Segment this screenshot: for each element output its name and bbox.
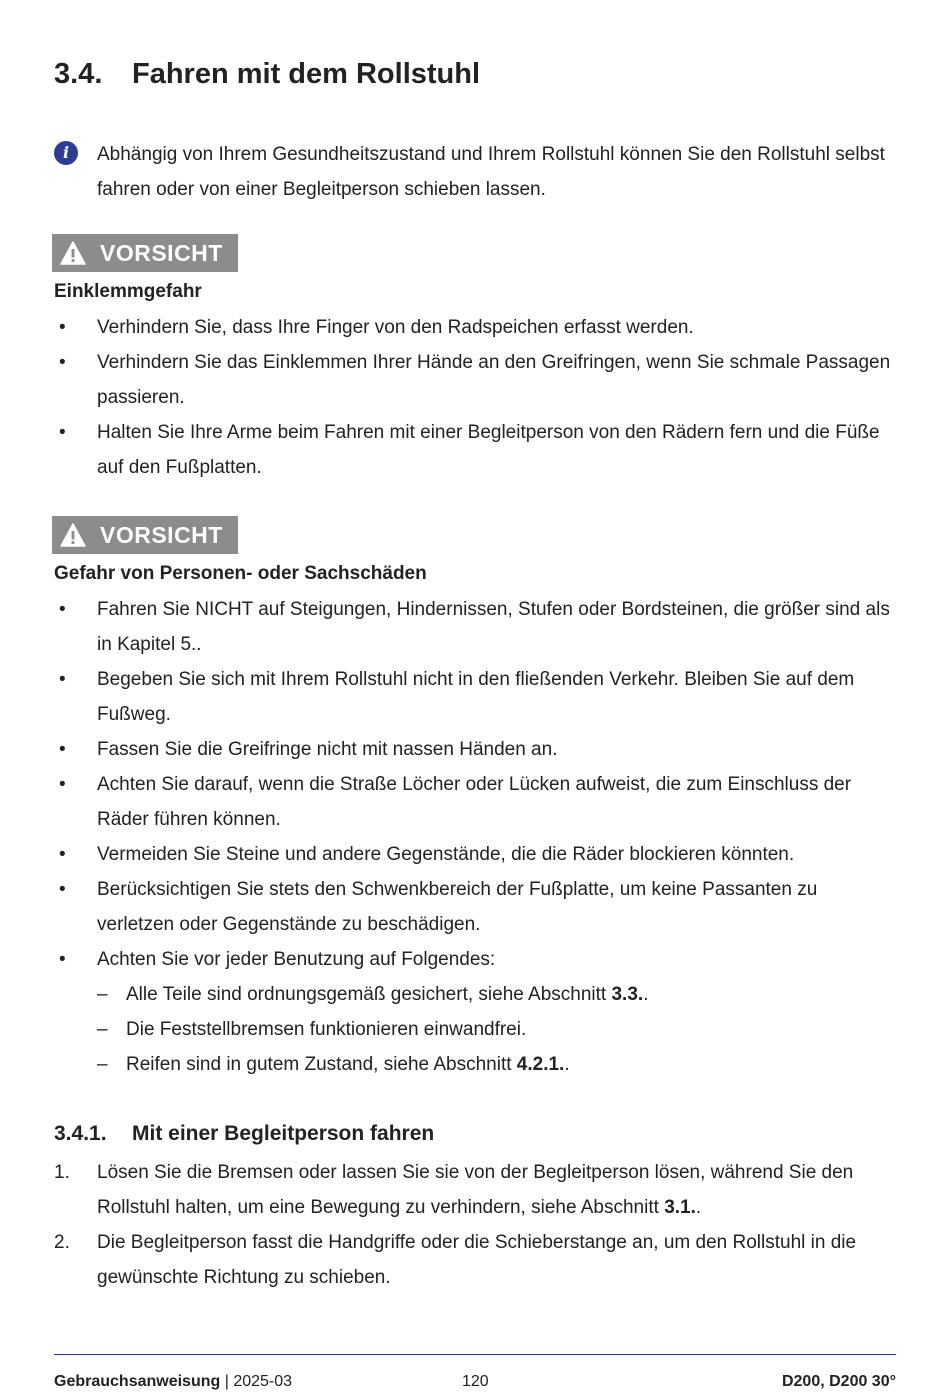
info-text: Abhängig von Ihrem Gesundheitszustand und Ihrem Rollstuhl können Sie den Rollstuhl selbst fahren oder von einer Begleitperson schieben lassen.: [97, 144, 885, 200]
warning-triangle-icon: [60, 241, 86, 265]
sub-list-item: – Alle Teile sind ordnungsgemäß gesichert, siehe Abschnitt 3.3..: [97, 984, 649, 1005]
step-item: 1. Lösen Sie die Bremsen oder lassen Sie sie von der Begleitperson lösen, während Sie den Rollstuhl halten, um eine Bewegung zu verhindern, siehe Abschnitt 3.1..: [54, 1162, 854, 1218]
list-item: • Halten Sie Ihre Arme beim Fahren mit einer Begleitperson von den Rädern fern und die Füße auf den Fußplatten.: [59, 422, 880, 478]
sub-list-item: – Reifen sind in gutem Zustand, siehe Abschnitt 4.2.1..: [97, 1054, 570, 1075]
subsection-title: 3.4.1. Mit einer Begleitperson fahren: [54, 1122, 435, 1145]
section-reference: 3.3.: [611, 984, 644, 1005]
warning-list: [54, 592, 896, 1082]
list-item: • Fahren Sie NICHT auf Steigungen, Hindernissen, Stufen oder Bordsteinen, die größer sind als in Kapitel 5..: [59, 599, 890, 655]
warning-label: VORSICHT: [100, 239, 223, 266]
section-reference: 4.2.1.: [516, 1054, 565, 1075]
list-item: • Berücksichtigen Sie stets den Schwenkbereich der Fußplatte, um keine Passanten zu verletzen oder Gegenstände zu beschädigen.: [59, 879, 818, 935]
list-item: • Achten Sie vor jeder Benutzung auf Folgendes: – Alle Teile sind ordnungsgemäß gesichert, siehe Abschnitt 3.3.. – Die Feststellbremsen funktionieren einwandfrei. – Reifen sind in gutem Zustand, siehe Abschnitt 4.2.1..: [54, 942, 896, 1082]
warning-title: Gefahr von Personen- oder Sachschäden: [54, 563, 427, 584]
warning-triangle-icon: [60, 523, 86, 547]
page-number: 120: [462, 1373, 489, 1390]
list-item: • Fassen Sie die Greifringe nicht mit nassen Händen an.: [59, 739, 558, 760]
step-item: 2. Die Begleitperson fasst die Handgriffe oder die Schieberstange an, um den Rollstuhl in die gewünschte Richtung zu schieben.: [54, 1232, 857, 1288]
subsection-number: 3.4.1.: [54, 1122, 107, 1145]
warning-badge: [52, 516, 238, 554]
page: [54, 0, 896, 1396]
warning-title: Einklemmgefahr: [54, 281, 202, 302]
page-title: [54, 58, 480, 91]
footer: [54, 1373, 896, 1397]
list-item: • Achten Sie darauf, wenn die Straße Löcher oder Lücken aufweist, die zum Einschluss der Räder führen können.: [59, 774, 852, 830]
list-item: • Vermeiden Sie Steine und andere Gegenstände, die die Räder blockieren könnten.: [59, 844, 795, 865]
list-item: • Begeben Sie sich mit Ihrem Rollstuhl nicht in den fließenden Verkehr. Bleiben Sie auf dem Fußweg.: [59, 669, 855, 725]
list-item: • Verhindern Sie, dass Ihre Finger von den Radspeichen erfasst werden.: [59, 317, 694, 338]
info-note: [54, 137, 896, 207]
section-title: Fahren mit dem Rollstuhl: [132, 58, 481, 90]
info-icon: i: [54, 141, 78, 165]
sub-list: [97, 977, 896, 1082]
steps-list: [54, 1155, 896, 1295]
section-number: 3.4.: [54, 58, 103, 90]
warning-badge: [52, 234, 238, 272]
footer-model: D200, D200 30°: [781, 1373, 896, 1390]
footer-divider: [54, 1354, 896, 1355]
warning-label: VORSICHT: [100, 521, 223, 548]
list-item: • Verhindern Sie das Einklemmen Ihrer Hände an den Greifringen, wenn Sie schmale Passagen passieren.: [59, 352, 891, 408]
sub-list-item: – Die Feststellbremsen funktionieren einwandfrei.: [97, 1019, 527, 1040]
section-reference: 3.1.: [664, 1197, 696, 1218]
warning-list: [54, 310, 896, 485]
footer-doc-info: Gebrauchsanweisung | 2025-03: [54, 1373, 293, 1390]
